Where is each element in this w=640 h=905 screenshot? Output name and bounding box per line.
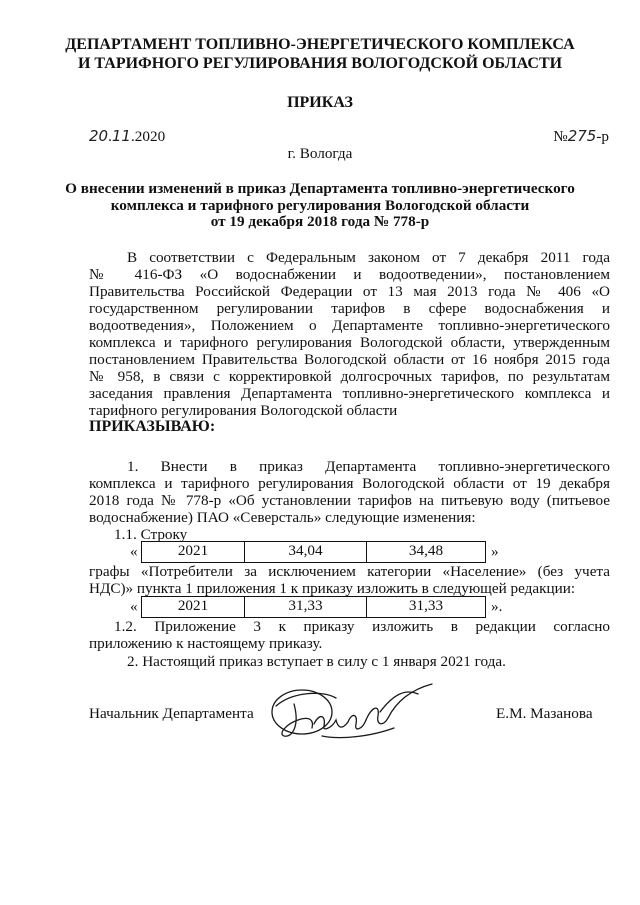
tariff-value-1: 34,04: [288, 542, 323, 559]
preamble-line: государственном регулировании тарифов в сфере водоснабжения и: [89, 300, 610, 317]
date-month: 11: [111, 127, 131, 145]
date-year: .2020: [130, 128, 166, 145]
signature-drawing: [262, 676, 442, 746]
tariff-row-old: [141, 541, 486, 563]
preamble-line: тарифного регулирования Вологодской области: [89, 402, 398, 419]
signatory-name: Е.М. Мазанова: [496, 705, 593, 722]
item1-line: комплекса и тарифного регулирования Вологодской области от 19 декабря: [89, 475, 610, 492]
quote-close: ».: [491, 598, 503, 615]
order-word: ПРИКАЗЫВАЮ:: [89, 418, 216, 435]
title-line2: комплекса и тарифного регулирования Вологодской области: [110, 197, 530, 214]
preamble-line: комплекса и тарифного регулирования Вологодской области, утвержденным: [89, 334, 610, 351]
tariff-row-new: [141, 596, 486, 618]
preamble-line: Правительства Российской Федерации от 13 мая 2013 года № 406 «О: [89, 283, 610, 300]
item1-1-label: 1.1. Строку: [114, 526, 188, 543]
preamble-line: постановлением Правительства Вологодской области от 16 ноября 2015 года: [89, 351, 610, 368]
document-type: ПРИКАЗ: [287, 94, 353, 111]
department-name-line2: И ТАРИФНОГО РЕГУЛИРОВАНИЯ ВОЛОГОДСКОЙ ОБЛАСТИ: [77, 55, 563, 72]
item2: 2. Настоящий приказ вступает в силу с 1 января 2021 года.: [127, 653, 506, 670]
preamble-line: № 416-ФЗ «О водоснабжении и водоотведении», постановлением: [89, 266, 610, 283]
middle-line: графы «Потребители за исключением категории «Население» (без учета: [89, 563, 610, 580]
item1-line: 2018 года № 778-р «Об установлении тарифов на питьевую воду (питьевое: [89, 492, 610, 509]
quote-open: «: [130, 598, 138, 615]
handwritten-signature: [262, 676, 442, 746]
title-line3: от 19 декабря 2018 года № 778-р: [210, 213, 430, 230]
preamble-line: № 958, в связи с корректировкой долгосрочных тарифов, по результатам: [89, 368, 610, 385]
preamble-line: водоотведения», Положением о Департаменте топливно-энергетического: [89, 317, 610, 334]
preamble-line: заседания правления Департамента топливно-энергетического комплекса и: [89, 385, 610, 402]
signatory-position: Начальник Департамента: [89, 705, 254, 722]
tariff-value-1: 31,33: [288, 597, 323, 614]
tariff-year: 2021: [177, 542, 209, 559]
number-handwritten: 275: [567, 127, 597, 145]
tariff-value-2: 31,33: [408, 597, 444, 614]
tariff-year: 2021: [177, 597, 209, 614]
quote-open: «: [130, 543, 138, 560]
title-line1: О внесении изменений в приказ Департамента топливно-энергетического: [65, 180, 575, 197]
city: г. Вологда: [287, 145, 353, 162]
document-date: 20.11.2020: [89, 127, 166, 145]
document-number: №275-р: [553, 127, 609, 145]
item1-line: 1. Внести в приказ Департамента топливно-энергетического: [127, 458, 610, 475]
department-name-line1: ДЕПАРТАМЕНТ ТОПЛИВНО-ЭНЕРГЕТИЧЕСКОГО КОМПЛЕКСА: [65, 36, 575, 53]
quote-close: »: [491, 543, 499, 560]
tariff-value-2: 34,48: [408, 542, 444, 559]
item1-2-line: 1.2. Приложение 3 к приказу изложить в редакции согласно: [114, 618, 610, 635]
middle-line: НДС)» пункта 1 приложения 1 к приказу изложить в следующей редакции:: [89, 580, 576, 597]
preamble-line: В соответствии с Федеральным законом от 7 декабря 2011 года: [127, 249, 610, 266]
date-day: 20: [89, 127, 109, 145]
item1-line: водоснабжение) ПАО «Северсталь» следующие изменения:: [89, 509, 476, 526]
item1-2-line: приложению к настоящему приказу.: [89, 635, 323, 652]
